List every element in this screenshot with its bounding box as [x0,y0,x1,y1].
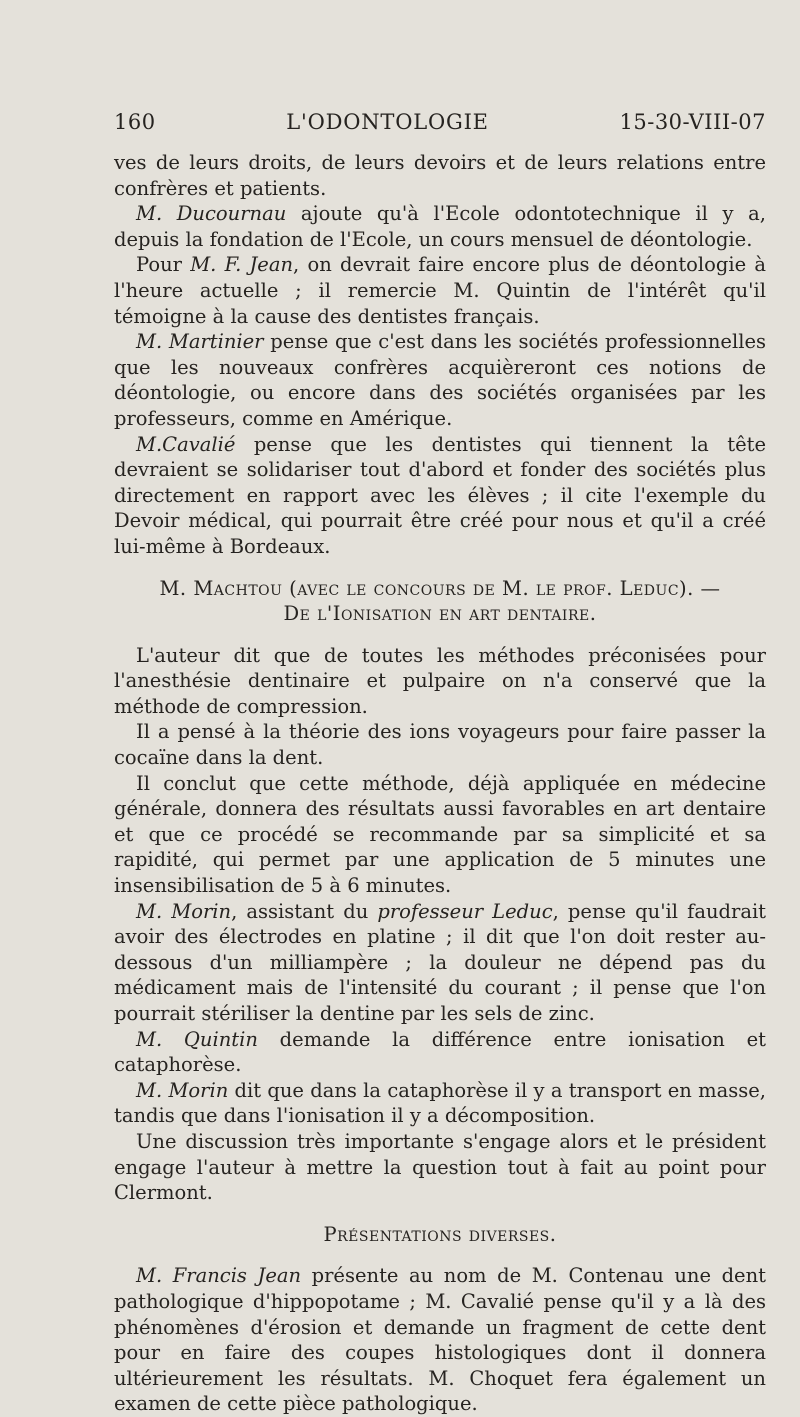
speaker-name: M. Morin [136,899,232,923]
speaker-name: M.Cavalié [136,432,236,456]
paragraph-continuation: ves de leurs droits, de leurs devoirs et de leurs relations entre confrères et patients. [114,151,766,200]
paragraph-morin: M. Morin, assistant du professeur Leduc, pense qu'il faudrait avoir des électrodes en platine ; il dit que l'on doit rester au-dessous d'un milliampère ; la douleur ne dépend pas du médicament mais de l'intensité du courant ; il pense que l'on pourrait stériliser la dentine par les sels de zinc. [114,899,767,1025]
paragraph-quintin: M. Quintin demande la différence entre ionisation et cataphorèse. [114,1027,766,1077]
paragraph-anesthesie: L'auteur dit que de toutes les méthodes préconisées pour l'anesthésie dentinaire et pulpaire on n'a conservé que la méthode de compression. [114,643,766,718]
paragraph-ducournau: M. Ducournau ajoute qu'à l'Ecole odontotechnique il y a, depuis la fondation de l'Ecole, un cours mensuel de déontologie. [114,202,766,251]
running-header [114,110,766,134]
section-heading-title: De l'Ionisation en art dentaire. [283,602,597,626]
paragraph-ions: Il a pensé à la théorie des ions voyageurs pour faire passer la cocaïne dans la dent. [114,720,766,770]
speaker-name: M. Francis Jean [136,1264,302,1288]
journal-title: L'ODONTOLOGIE [286,110,489,134]
paragraph-martinier: M. Martinier pense que c'est dans les sociétés professionnelles que les nouveaux confrères acquièreront ces notions de déontologie, ou encore dans des sociétés organisées par les professeurs, comme en Amérique. [114,330,766,430]
speaker-name: professeur Leduc [377,899,553,923]
paragraph-morin-2: M. Morin dit que dans la cataphorèse il y a transport en masse, tandis que dans l'ionisation il y a décomposition. [114,1078,766,1128]
paragraph-francis-jean: M. Francis Jean présente au nom de M. Contenau une dent pathologique d'hippopotame ; M. Cavalié pense qu'il y a là des phénomènes d'érosion et demande un fragment de cette dent pour en faire des coupes histologiques dont il donnera ultérieurement les résultats. M. Choquet fera également un examen de cette pièce pathologique. [114,1264,766,1416]
page-number: 160 [114,110,156,134]
section-heading-author: M. Machtou (avec le concours de M. le prof. Leduc). — [159,576,721,600]
issue-date: 15-30-VIII-07 [619,110,766,134]
paragraph-cavalie: M.Cavalié pense que les dentistes qui tiennent la tête devraient se solidariser tout d'abord et fonder des sociétés plus directement en rapport avec les élèves ; il cite l'exemple du Devoir médical, qui pourrait être créé pour nous et qu'il a créé lui-même à Bordeaux. [114,432,766,558]
paragraph-jean: Pour M. F. Jean, on devrait faire encore plus de déontologie à l'heure actuelle ; il remercie M. Quintin de l'intérêt qu'il témoigne à la cause des dentistes français. [114,253,766,328]
speaker-name: M. Morin [136,1078,229,1102]
body-text [114,150,766,1417]
paragraph-conclusion: Il conclut que cette méthode, déjà appliquée en médecine générale, donnera des résultats aussi favorables en art dentaire et que ce procédé se recommande par sa simplicité et sa rapidité, qui permet par une application de 5 minutes une insensibilisation de 5 à 6 minutes. [114,771,766,898]
speaker-name: M. F. Jean [190,253,294,277]
section-heading-presentations: Présentations diverses. [323,1222,557,1246]
paragraph-discussion: Une discussion très importante s'engage alors et le président engage l'auteur à mettre la question tout à fait au point pour Clermont. [114,1129,766,1205]
speaker-name: M. Martinier [136,330,264,354]
speaker-name: M. Quintin [136,1027,258,1051]
speaker-name: M. Ducournau [136,202,287,226]
